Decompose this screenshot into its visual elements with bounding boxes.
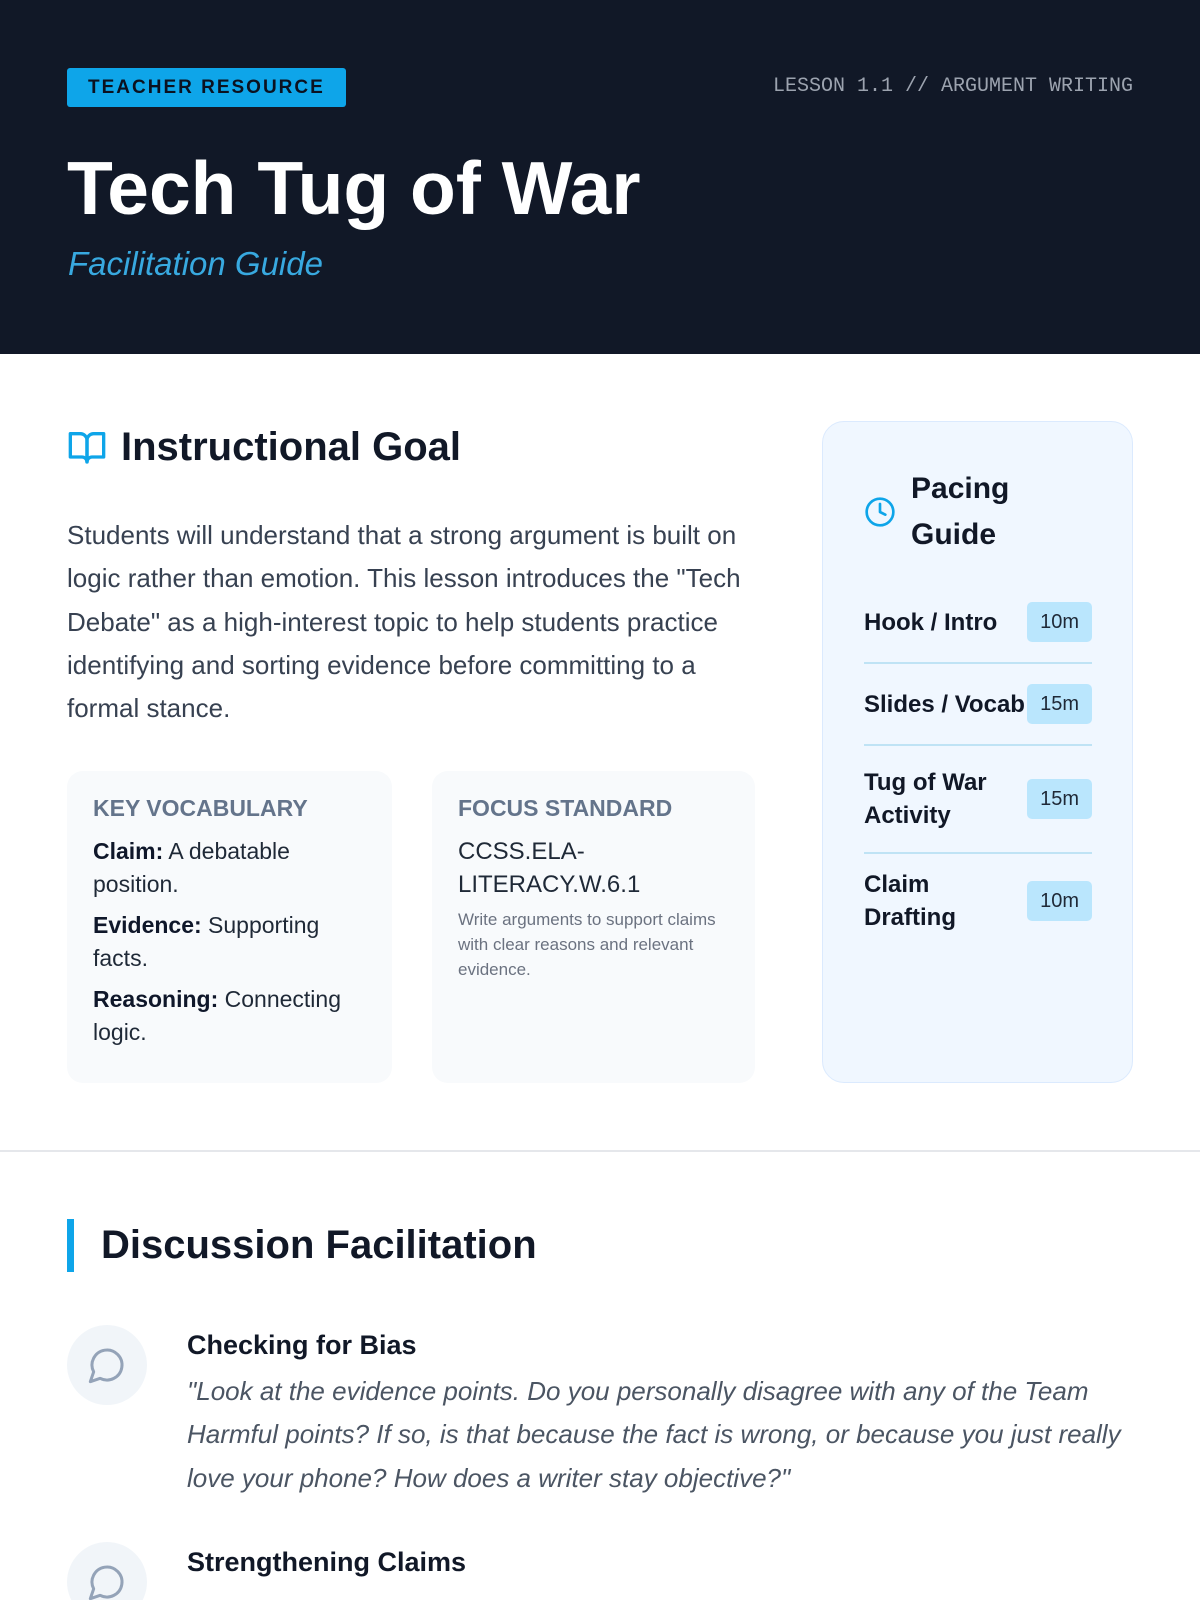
focus-standard-card <box>432 771 755 1083</box>
goal-heading-text: Instructional Goal <box>121 425 462 469</box>
discussion-heading <box>67 1219 537 1272</box>
page-title: Tech Tug of War <box>67 146 641 230</box>
section-divider <box>0 1150 1200 1152</box>
pacing-row-time: 10m <box>1027 881 1092 921</box>
vocab-term: Evidence: <box>93 912 202 938</box>
heading-accent-bar <box>67 1219 74 1272</box>
vocab-term: Claim: <box>93 838 164 864</box>
pacing-row <box>864 746 1092 854</box>
vocab-definition: Supporting facts. <box>93 912 320 971</box>
discussion-prompt-title: Checking for Bias <box>187 1330 417 1360</box>
vocab-item <box>93 835 366 901</box>
discussion-prompt-body <box>187 1542 1127 1587</box>
discussion-prompt-title: Strengthening Claims <box>187 1547 467 1577</box>
pacing-row <box>864 582 1092 664</box>
pacing-row-time: 10m <box>1027 602 1092 642</box>
page-subtitle: Facilitation Guide <box>68 245 323 282</box>
vocab-definition: Connecting logic. <box>93 986 341 1045</box>
vocabulary-heading: KEY VOCABULARY <box>93 795 308 821</box>
key-vocabulary-card <box>67 771 392 1083</box>
page-header <box>0 0 1200 354</box>
clock-icon <box>864 496 896 528</box>
standard-code: CCSS.ELA-LITERACY.W.6.1 <box>458 838 641 898</box>
pacing-row-label: Claim Drafting <box>864 871 956 931</box>
discussion-prompt-quote: "Look at the evidence points. Do you personally disagree with any of the Team Harmful points? If so, is that because the fact is wrong, or because you just really love your phone? How does a writer stay objective?" <box>187 1376 1121 1493</box>
vocab-item <box>93 983 366 1049</box>
pacing-row <box>864 854 1092 948</box>
goal-description: Students will understand that a strong argument is built on logic rather than emotion. This lesson introduces the "Tech Debate" as a high-interest topic to help students practice identifying and sorting evidence before committing to a formal stance. <box>67 520 741 724</box>
pacing-guide-panel <box>822 421 1133 1083</box>
pacing-row <box>864 664 1092 746</box>
speech-bubble-icon <box>67 1325 147 1405</box>
pacing-row-time: 15m <box>1027 779 1092 819</box>
resource-badge: TEACHER RESOURCE <box>67 68 346 107</box>
pacing-heading <box>864 466 1092 558</box>
pacing-heading-text: Pacing Guide <box>911 472 1010 551</box>
speech-bubble-icon <box>67 1542 147 1600</box>
open-book-icon <box>67 427 107 467</box>
vocab-term: Reasoning: <box>93 986 219 1012</box>
instructional-goal-heading <box>67 424 461 470</box>
pacing-row-label: Slides / Vocab <box>864 690 1025 718</box>
discussion-prompt-body <box>187 1325 1127 1500</box>
pacing-row-time: 15m <box>1027 684 1092 724</box>
vocab-item <box>93 909 366 975</box>
vocab-definition: A debatable position. <box>93 838 290 897</box>
pacing-row-label: Hook / Intro <box>864 608 998 636</box>
standard-description: Write arguments to support claims with clear reasons and relevant evidence. <box>458 910 716 979</box>
lesson-code: LESSON 1.1 // ARGUMENT WRITING <box>772 75 1133 98</box>
standard-heading: FOCUS STANDARD <box>458 795 673 821</box>
pacing-row-label: Tug of War Activity <box>864 769 987 829</box>
discussion-heading-text: Discussion Facilitation <box>101 1223 537 1267</box>
